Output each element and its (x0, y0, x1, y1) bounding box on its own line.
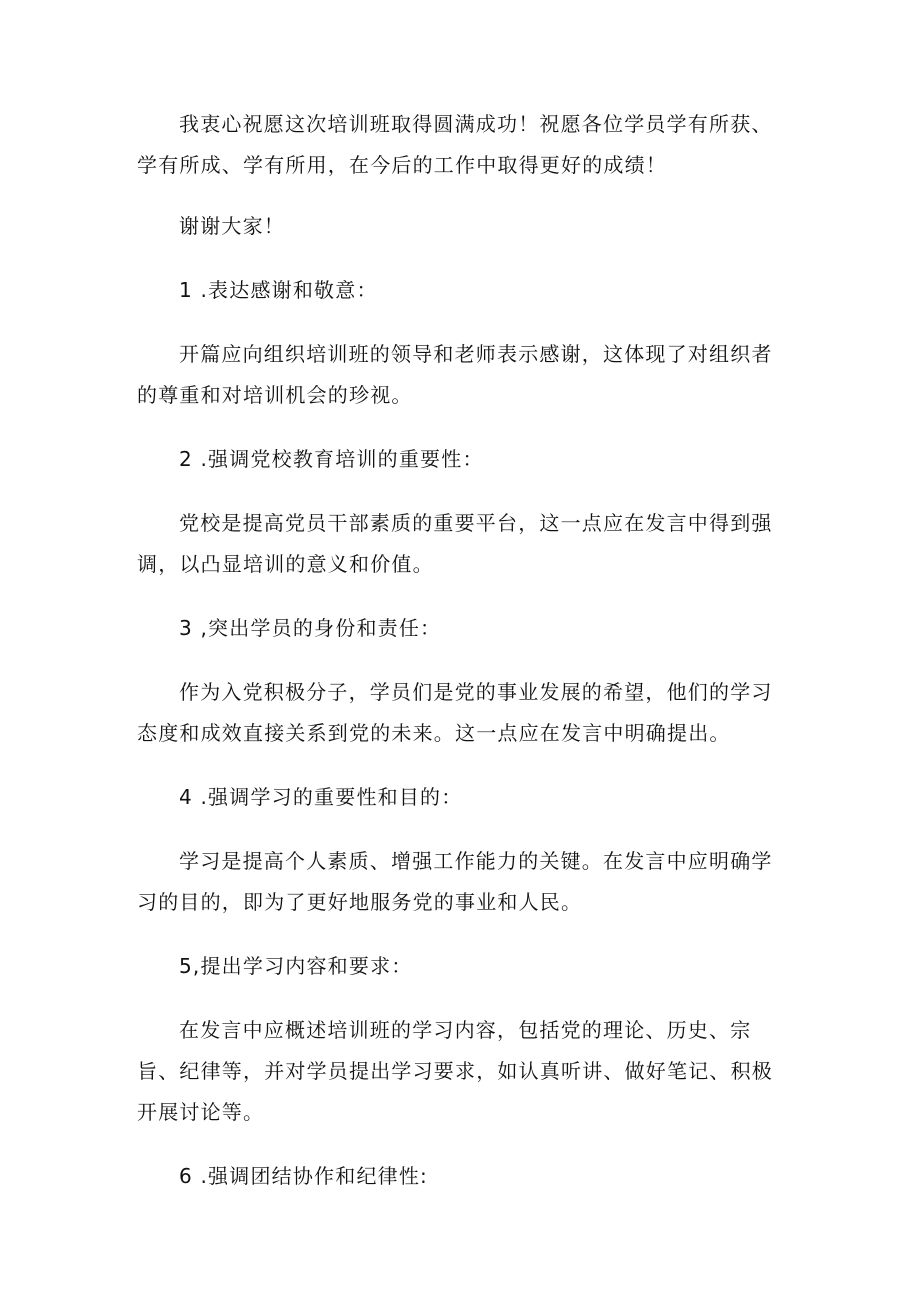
section-heading-2: 2 .强调党校教育培训的重要性： (179, 447, 484, 471)
section-body-2: 党校是提高党员干部素质的重要平台，这一点应在发言中得到强调，以凸显培训的意义和价值。 (137, 511, 773, 576)
section-body-1: 开篇应向组织培训班的领导和老师表示感谢，这体现了对组织者的尊重和对培训机会的珍视。 (137, 342, 773, 407)
document-page (137, 104, 787, 1197)
thanks-paragraph: 谢谢大家！ (179, 214, 285, 238)
section-heading-3: 3 ,突出学员的身份和责任： (179, 616, 442, 640)
section-heading-4: 4 .强调学习的重要性和目的： (179, 785, 463, 809)
section-body-5: 在发言中应概述培训班的学习内容，包括党的理论、历史、宗旨、纪律等，并对学员提出学习要求，如认真听讲、做好笔记、积极开展讨论等。 (137, 1018, 773, 1124)
section-body-4: 学习是提高个人素质、增强工作能力的关键。在发言中应明确学习的目的，即为了更好地服务党的事业和人民。 (137, 849, 773, 914)
section-heading-1: 1 .表达感谢和敬意： (179, 278, 378, 302)
section-heading-6: 6 .强调团结协作和纪律性: (179, 1164, 428, 1188)
closing-wish-paragraph: 我衷心祝愿这次培训班取得圆满成功！祝愿各位学员学有所获、学有所成、学有所用，在今后的工作中取得更好的成绩！ (137, 112, 773, 177)
section-heading-5: 5,提出学习内容和要求： (179, 954, 413, 978)
section-body-3: 作为入党积极分子，学员们是党的事业发展的希望，他们的学习态度和成效直接关系到党的未来。这一点应在发言中明确提出。 (137, 680, 773, 745)
